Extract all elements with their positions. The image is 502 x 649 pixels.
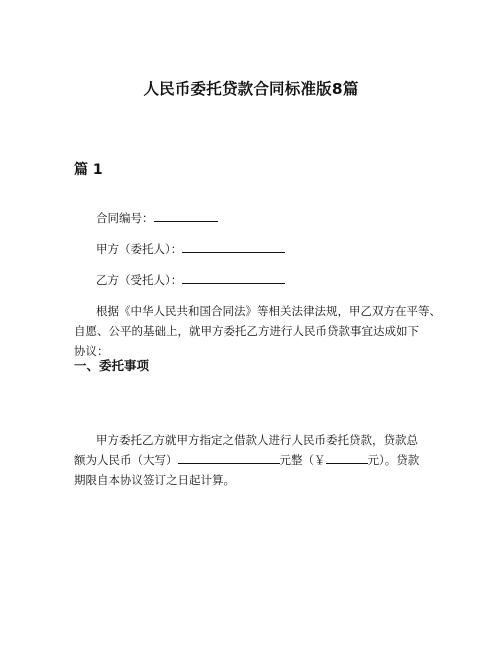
item-paragraph-line-2	[74, 452, 419, 468]
amount-yuan-label: 元整（￥	[279, 453, 326, 467]
contract-number-blank	[154, 210, 218, 222]
contract-number-line	[96, 210, 218, 226]
section-heading: 篇 1	[74, 162, 103, 178]
party-a-label: 甲方（委托人）：	[96, 242, 183, 256]
intro-paragraph-line-1: 根据《中华人民共和国合同法》等相关法律法规，甲乙双方在平等、	[96, 304, 441, 318]
document-title: 人民币委托贷款合同标准版8篇	[143, 80, 359, 98]
amount-uppercase-label: 额为人民币（大写）	[74, 453, 178, 467]
subheading-entrusted-matters: 一、委托事项	[74, 358, 150, 373]
item-paragraph-line-1: 甲方委托乙方就甲方指定之借款人进行人民币委托贷款，贷款总	[96, 433, 418, 447]
party-b-blank	[182, 272, 285, 284]
party-b-line	[96, 272, 285, 288]
party-a-line	[96, 241, 285, 257]
party-b-label: 乙方（受托人）：	[96, 273, 183, 287]
amount-figure-blank	[326, 452, 368, 464]
intro-paragraph-line-2: 自愿、公平的基础上，就甲方委托乙方进行人民币贷款事宜达成如下	[74, 324, 419, 338]
amount-suffix-label: 元）。贷款	[367, 453, 420, 467]
item-paragraph-line-3: 期限自本协议签订之日起计算。	[74, 473, 235, 487]
amount-uppercase-blank	[178, 452, 280, 464]
intro-paragraph-line-3: 协议：	[74, 344, 109, 358]
contract-number-label: 合同编号：	[96, 211, 154, 225]
party-a-blank	[182, 241, 285, 253]
